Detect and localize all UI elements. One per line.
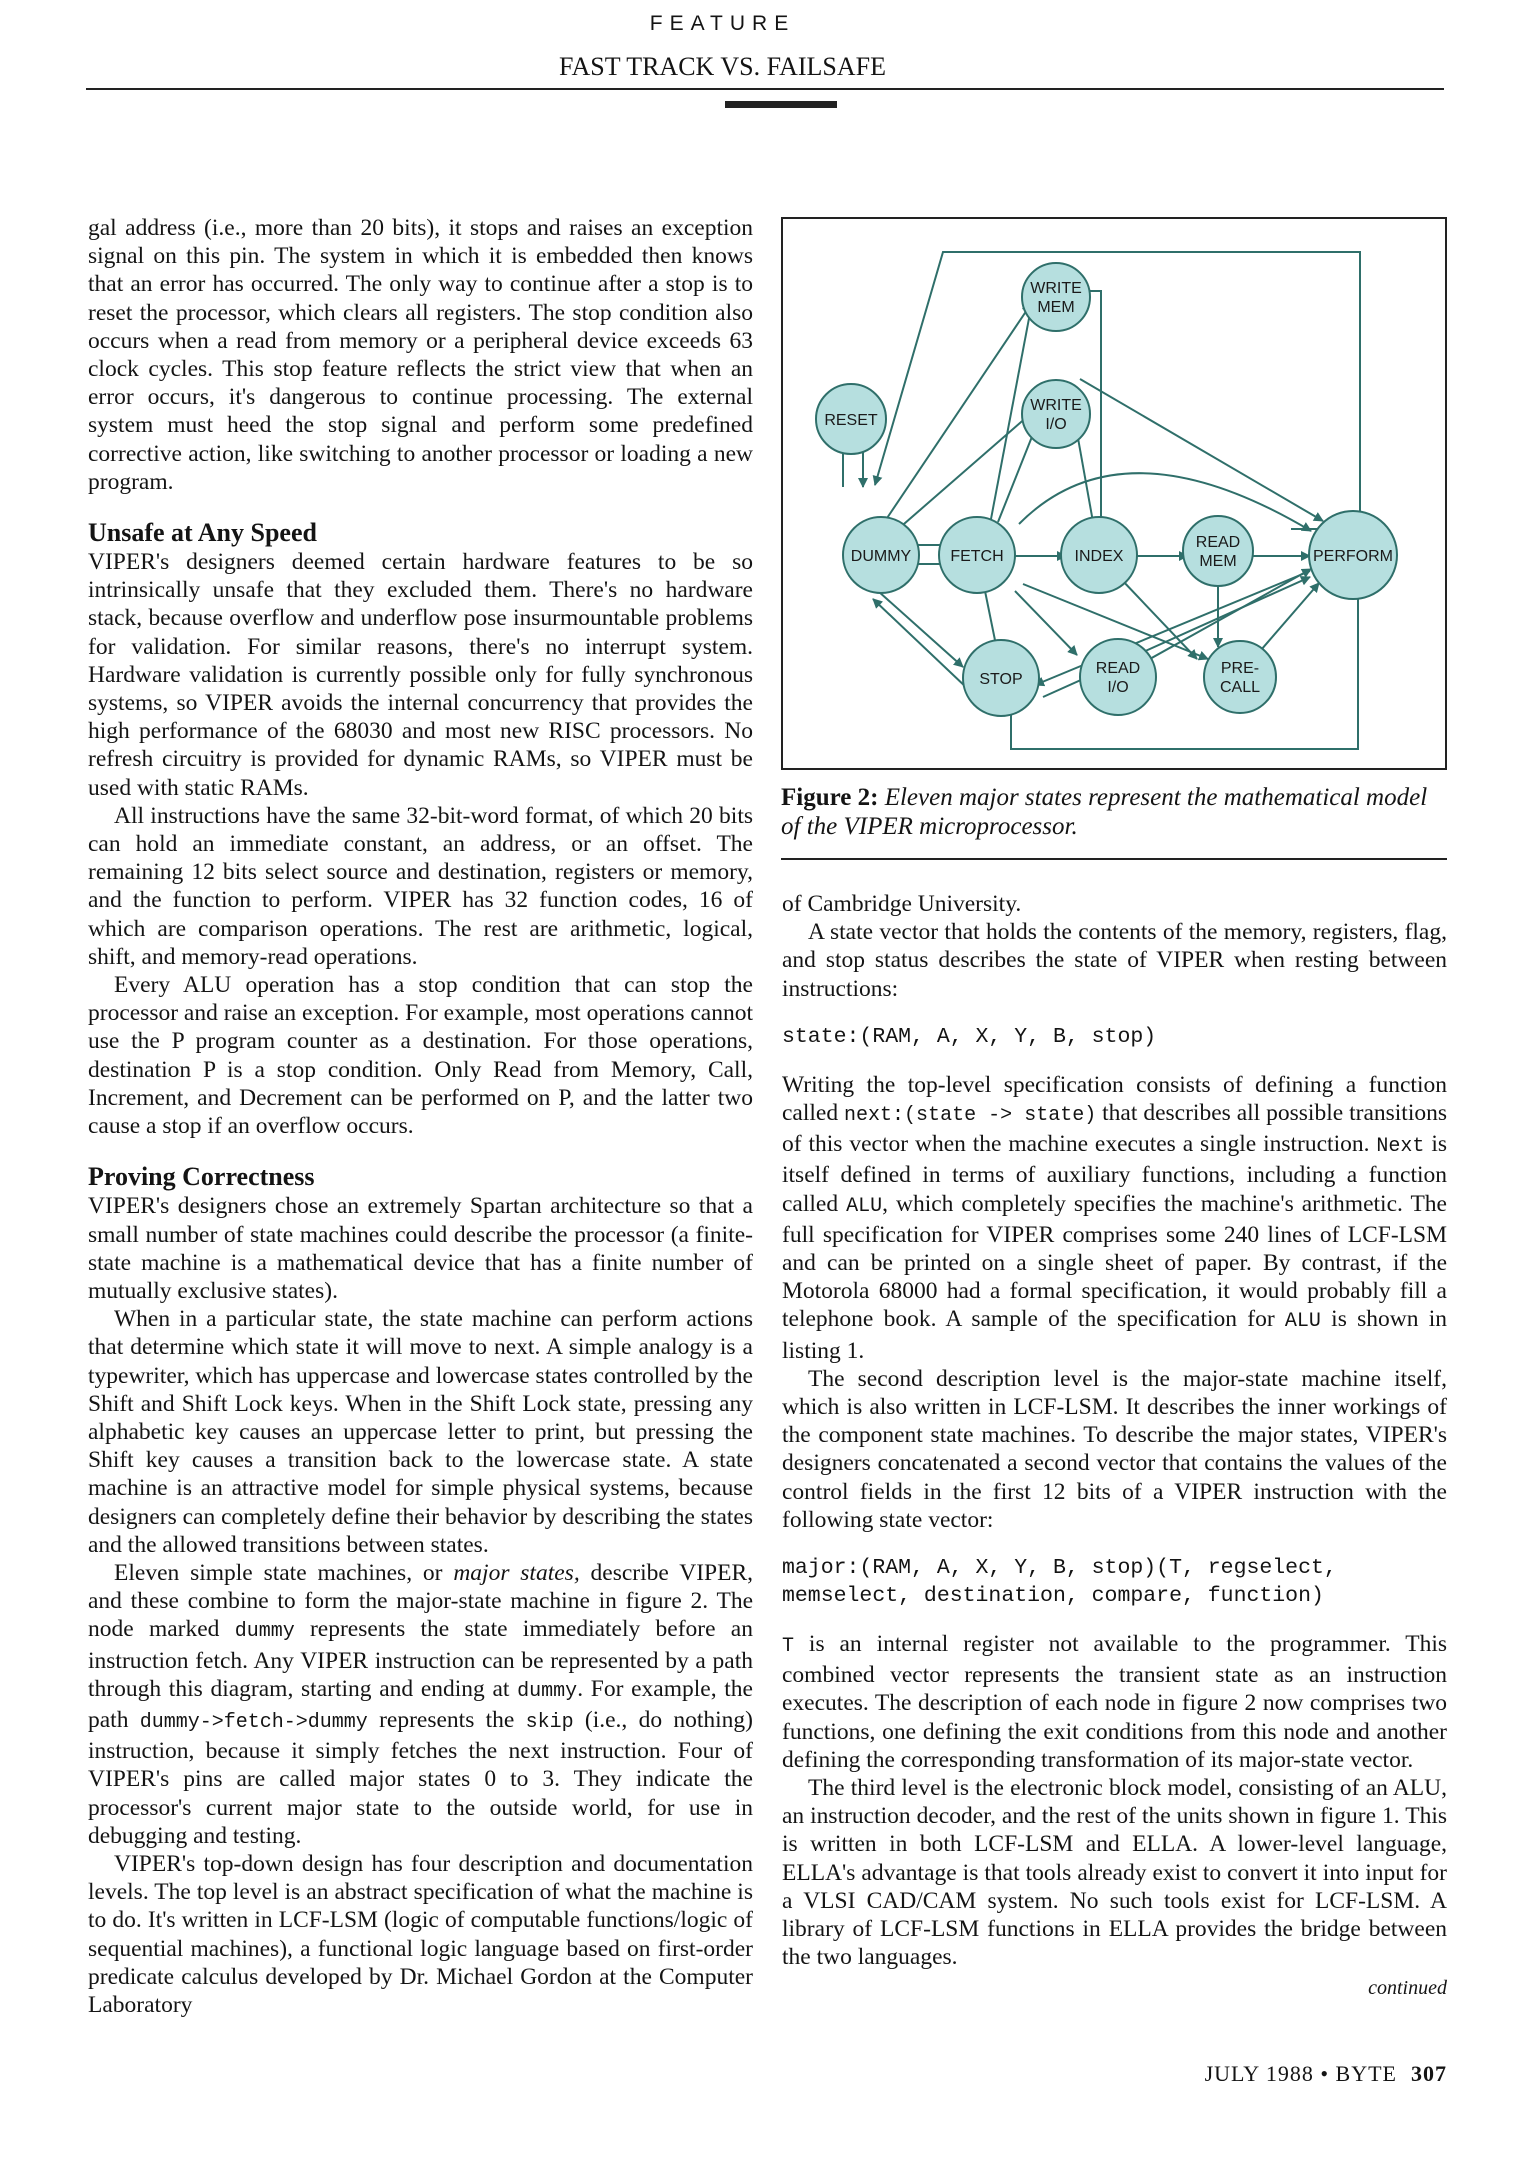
figure-caption [781,783,1447,841]
node-write-io [1022,380,1090,448]
paragraph: Eleven simple state machines, or major states, describe VIPER, and these combine to form the major-state machine in figure 2. The node marked dummy represents the state immediately before an instruction fetch. Any VIPER instruction can be represented by a path through this diagram, starting and ending at dummy. For example, the path dummy->fetch->dummy represents the skip (i.e., do nothing) instruction, because it simply fetches the next instruction. Four of VIPER's pins are called major states 0 to 3. They indicate the processor's current major state to the outside world, for use in debugging and testing. [88,1559,753,1849]
svg-text:PRE-: PRE- [1220,660,1260,677]
page-number: 307 [1411,2061,1447,2086]
paragraph: The third level is the electronic block model, consisting of an ALU, an instruction decoder, and the rest of the units shown in figure 1. This is written in both LCF-LSM and ELLA. A lower-level language, ELLA's advantage is that tools already exist to convert it into input for a VLSI CAD/CAM system. No such tools exist for LCF-LSM. A library of LCF-LSM functions in ELLA provides the bridge between the two languages. [782,1775,1447,1971]
svg-text:FETCH: FETCH [950,548,1004,565]
paragraph: Every ALU operation has a stop condition that can stop the processor and raise an exception. For example, most operations cannot use the P program counter as a destination. For those operations, destination P is a stop condition. Only Read from Memory, Call, Increment, and Decrement can be performed on P, and the latter two cause a stop if an overflow occurs. [88,972,753,1140]
paragraph: VIPER's designers chose an extremely Spartan architecture so that a small number of state machines could describe the processor (a finite-state machine is a mathematical device that has a finite number of mutually exclusive states). [88,1193,753,1304]
node-read-mem [1183,516,1253,586]
page-footer [1205,2061,1447,2087]
paragraph: of Cambridge University. [782,891,1022,917]
svg-text:WRITE: WRITE [1030,397,1082,414]
figure-label: Figure 2: [781,784,879,811]
node-dummy [843,517,919,593]
paragraph: Writing the top-level specification consists of defining a function called next:(state -> state) that describes all possible transitions of this vector when the machine executes a single instruction. Next is itself defined in terms of auxiliary functions, including a function called ALU, which completely specifies the machine's arithmetic. The full specification for VIPER comprises some 240 lines of LCF-LSM and can be printed on a single sheet of paper. By contrast, if the Motorola 68000 had a formal specification, it would probably fill a telephone book. A sample of the specification for ALU is shown in listing 1. [782,1071,1448,1364]
code-block: state:(RAM, A, X, Y, B, stop) [782,1024,1157,1049]
right-column [782,890,1447,2002]
svg-text:STOP: STOP [979,671,1023,688]
paragraph: VIPER's designers deemed certain hardware features to be so intrinsically unsafe that they excluded them. There's no hardware stack, because overflow and underflow pose insurmountable problems for validation. For similar reasons, there's no interrupt system. Hardware validation is currently possible only for fully synchronous systems, so VIPER avoids the internal concurrency that provides the high performance of the 68030 and most new RISC processors. No refresh circuitry is provided for dynamic RAMs, so VIPER must be used with static RAMs. [88,549,753,801]
left-column [88,214,753,2019]
svg-text:WRITE: WRITE [1030,280,1082,297]
svg-text:I/O: I/O [1045,416,1067,433]
running-title: FAST TRACK VS. FAILSAFE [558,52,887,81]
paragraph: The second description level is the major-state machine itself, which is also written in LCF-LSM. It describes the inner workings of the component state machines. To describe the major states, VIPER's designers concatenated a second vector that contains the values of the control fields in the first 12 bits of a VIPER instruction with the following state vector: [782,1365,1447,1533]
section-heading: Proving Correctness [88,1162,315,1192]
paragraph: VIPER's top-down design has four description and documentation levels. The top level is an abstract specification of what the machine is to do. It's written in LCF-LSM (logic of computable functions/logic of sequential machines), a functional logic language based on first-order predicate calculus developed by Dr. Michael Gordon at the Computer Laboratory [88,1850,753,2018]
code-block: major:(RAM, A, X, Y, B, stop)(T, regselect, memselect, destination, compare, function) [782,1556,1350,1609]
node-index [1061,517,1137,593]
header-accent-bar [725,101,837,108]
paragraph: All instructions have the same 32-bit-word format, of which 20 bits can hold an immediate constant, an address, or an offset. The remaining 12 bits select source and destination, registers or memory, and the function to perform. VIPER has 32 function codes, 16 of which are comparison operations. The rest are arithmetic, logical, shift, and memory-read operations. [88,802,753,970]
paragraph: T is an internal register not available to the programmer. This combined vector represents the transient state as an instruction executes. The description of each node in figure 2 now comprises two functions, one defining the exit conditions from this node and another defining the corresponding transformation of its major-state vector. [782,1631,1447,1773]
caption-rule [781,858,1447,860]
node-stop [963,640,1039,716]
svg-text:PERFORM: PERFORM [1313,548,1393,565]
section-heading: Unsafe at Any Speed [88,518,317,548]
svg-text:READ: READ [1195,534,1241,551]
figure-caption-text: Eleven major states represent the mathematical model of the VIPER microprocessor. [781,784,1428,840]
node-write-mem [1022,263,1090,331]
paragraph: gal address (i.e., more than 20 bits), it stops and raises an exception signal on this pin. The system in which it is embedded then knows that an error has occurred. The only way to continue after a stop is to reset the processor, which clears all registers. The stop condition also occurs when a read from memory or a peripheral device exceeds 63 clock cycles. This stop feature reflects the strict view that when an error occurs, it's dangerous to continue processing. The external system must heed the stop signal and perform some predefined corrective action, like switching to another processor or loading a new program. [88,215,753,495]
continued-label: continued [1368,1976,1447,1999]
svg-text:READ: READ [1095,660,1141,677]
svg-text:INDEX: INDEX [1074,548,1124,565]
svg-text:MEM: MEM [1199,553,1237,570]
svg-text:CALL: CALL [1219,679,1261,696]
node-read-io [1080,639,1156,715]
figure-2-diagram [781,217,1447,770]
svg-text:RESET: RESET [824,412,878,429]
svg-text:MEM: MEM [1037,299,1075,316]
issue-date: JULY 1988 • BYTE [1204,2061,1397,2086]
svg-text:I/O: I/O [1107,679,1129,696]
svg-text:DUMMY: DUMMY [850,548,912,565]
node-fetch [939,517,1015,593]
node-pre-call [1204,641,1276,713]
paragraph: When in a particular state, the state machine can perform actions that determine which state it will move to next. A simple analogy is a typewriter, which has uppercase and lowercase states controlled by the Shift and Shift Lock keys. When in the Shift Lock state, pressing any alphabetic key causes an uppercase letter to print, but pressing the Shift key causes a transition back to the lowercase state. A state machine is an attractive model for simple physical systems, because designers can completely define their behavior by describing the states and the allowed transitions between states. [88,1306,753,1558]
state-diagram-svg [783,219,1445,768]
diagram-nodes [816,263,1397,716]
node-reset [816,384,886,454]
node-perform [1309,511,1397,599]
header-rule [86,88,1444,90]
paragraph: A state vector that holds the contents of the memory, registers, flag, and stop status describes the state of VIPER when resting between instructions: [782,919,1447,1002]
section-kicker: FEATURE [649,12,796,35]
